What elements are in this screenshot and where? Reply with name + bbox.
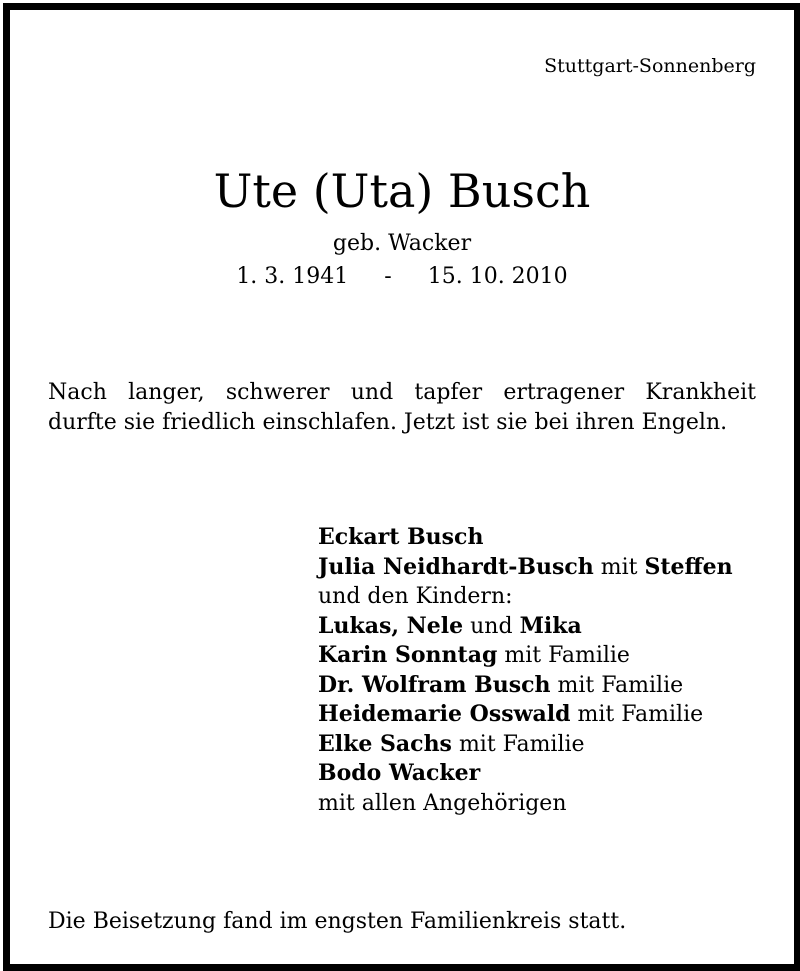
location-label: Stuttgart-Sonnenberg <box>544 55 756 77</box>
death-date: 15. 10. 2010 <box>427 264 568 289</box>
mourner-text: mit Familie <box>451 731 585 757</box>
mourner-line <box>318 789 733 819</box>
mourner-name: Steffen <box>644 553 733 580</box>
deceased-name: Ute (Uta) Busch <box>213 164 591 218</box>
message-line-1: Nach langer, schwerer und tapfer ertragener Krankheit <box>48 380 756 405</box>
date-separator: - <box>384 264 392 289</box>
mourners-list <box>318 523 733 818</box>
message-line-2: durfte sie friedlich einschlafen. Jetzt ist sie bei ihren Engeln. <box>48 410 728 435</box>
mourner-name: Julia Neidhardt-Busch <box>318 553 594 580</box>
mourner-name: Eckart Busch <box>318 524 484 550</box>
mourner-text: und <box>463 613 520 639</box>
mourner-line <box>318 553 733 583</box>
mourner-text: und den Kindern: <box>318 584 513 609</box>
obituary-notice <box>3 3 800 971</box>
mourner-name: Heidemarie Osswald <box>318 701 571 727</box>
mourner-line <box>318 612 733 642</box>
mourner-text: mit Familie <box>550 672 684 698</box>
mourner-name: Lukas, Nele <box>318 612 464 639</box>
birth-date: 1. 3. 1941 <box>236 264 349 289</box>
mourner-line <box>318 700 733 730</box>
mourner-line <box>318 671 733 701</box>
mourner-name: Dr. Wolfram Busch <box>318 671 551 698</box>
mourner-name: Karin Sonntag <box>318 642 498 668</box>
farewell-message <box>48 378 756 438</box>
mourner-line <box>318 730 733 760</box>
burial-note: Die Beisetzung fand im engsten Familienkreis statt. <box>48 909 627 934</box>
mourner-line <box>318 523 733 553</box>
mourner-text: mit Familie <box>570 702 704 727</box>
mourner-text: mit allen Angehörigen <box>318 790 567 816</box>
mourner-name: Elke Sachs <box>318 730 452 757</box>
mourner-line <box>318 641 733 671</box>
mourner-name: Mika <box>519 612 582 639</box>
mourner-line <box>318 582 733 612</box>
birth-name: geb. Wacker <box>332 231 472 256</box>
mourner-text: mit Familie <box>497 643 630 668</box>
mourner-text: mit <box>593 554 645 580</box>
mourner-name: Bodo Wacker <box>318 760 481 786</box>
mourner-line <box>318 759 733 789</box>
life-dates <box>10 263 794 291</box>
